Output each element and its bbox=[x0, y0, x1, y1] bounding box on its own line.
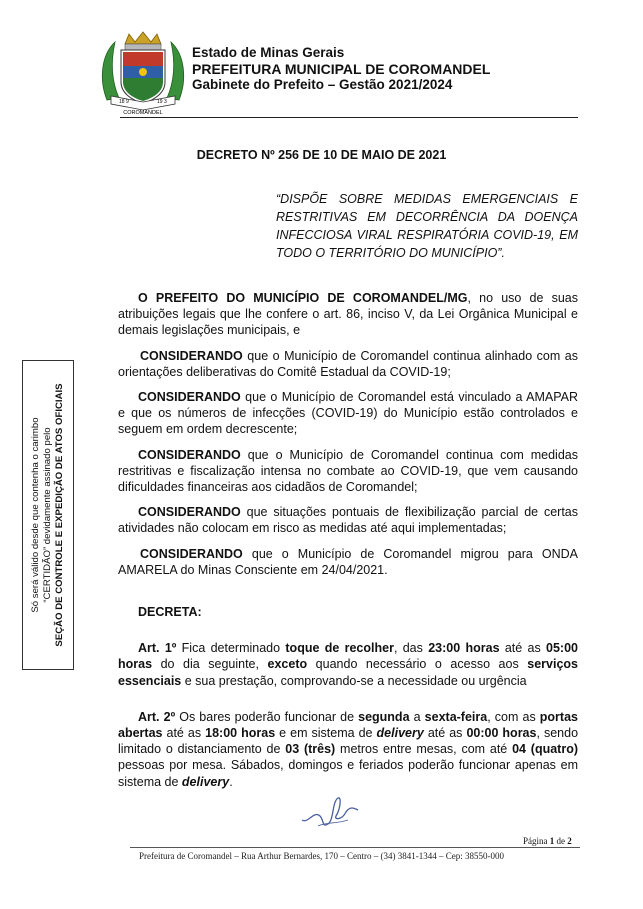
handwritten-signature bbox=[298, 790, 362, 834]
art-emphasis: 05:00 horas bbox=[118, 641, 579, 672]
validity-stamp-text bbox=[30, 365, 66, 665]
considerando-4 bbox=[118, 504, 578, 536]
art-emphasis: portas abertas bbox=[118, 709, 578, 741]
crest-year-left: 18 9 bbox=[119, 99, 129, 105]
municipal-coat-of-arms bbox=[97, 30, 189, 114]
considerando-text: que o Município de Coromandel está vinculado a AMAPAR e que os números de infecções (COVID-19) do Município estão controlados e seguem em ordem decrescente; bbox=[118, 390, 578, 437]
considerando-lead: CONSIDERANDO bbox=[138, 447, 241, 462]
considerando-2 bbox=[118, 389, 578, 438]
decree-body bbox=[118, 290, 578, 810]
decree-ementa: “DISPÕE SOBRE MEDIDAS EMERGENCIAIS E RESTRITIVAS EM DECORRÊNCIA DA DOENÇA INFECCIOSA VIRAL RESPIRATÓRIA COVID-19, EM TODO O TERRITÓRIO DO MUNICÍPIO”. bbox=[276, 192, 578, 260]
art-text: , sendo limitado o distanciamento de bbox=[118, 726, 579, 757]
article-1 bbox=[118, 640, 578, 689]
art-emphasis: 04 (quatro) bbox=[512, 742, 579, 757]
header-rule bbox=[120, 117, 578, 118]
crest-banner: COROMANDEL bbox=[123, 110, 163, 114]
art-emphasis: toque de recolher bbox=[285, 641, 394, 656]
article-2-label: Art. 2º bbox=[138, 709, 176, 724]
decree-title: DECRETO Nº 256 DE 10 DE MAIO DE 2021 bbox=[196, 148, 447, 162]
preamble-text: , no uso de suas atribuições legais que lhe confere o art. 86, inciso V, da Lei Orgânica Municipal e demais legislações municipais, e bbox=[118, 291, 579, 338]
art-text: Os bares poderão funcionar de bbox=[175, 709, 359, 724]
considerando-lead: CONSIDERANDO bbox=[140, 348, 243, 363]
page-total: 2 bbox=[567, 836, 572, 846]
considerando-lead: CONSIDERANDO bbox=[140, 546, 243, 561]
stamp-line-3: SEÇÃO DE CONTROLE E EXPEDIÇÃO DE ATOS OFICIAIS bbox=[54, 383, 65, 647]
art-emphasis: 03 (três) bbox=[285, 742, 336, 757]
art-text: e em sistema de bbox=[275, 726, 377, 741]
considerando-3 bbox=[118, 447, 578, 496]
art-emphasis: 18:00 horas bbox=[205, 726, 276, 741]
considerando-text: que o Município de Coromandel migrou para ONDA AMARELA do Minas Consciente em 24/04/2021. bbox=[118, 546, 578, 577]
art-text: até as bbox=[423, 726, 467, 741]
decreta-heading: DECRETA: bbox=[138, 605, 202, 620]
art-emphasis: 23:00 horas bbox=[428, 641, 500, 656]
footer-address: Prefeitura de Coromandel – Rua Arthur Bernardes, 170 – Centro – (34) 3841-1344 – Cep: 38550-000 bbox=[139, 851, 504, 861]
art-emphasis-italic: delivery bbox=[376, 726, 424, 741]
page-current: 1 bbox=[549, 836, 555, 846]
art-text: pessoas por mesa. Sábados, domingos e feriados poderão funcionar apenas em sistema de bbox=[118, 758, 578, 789]
art-text: . bbox=[229, 774, 233, 789]
art-text: , com as bbox=[487, 709, 540, 724]
gabinete-line: Gabinete do Prefeito – Gestão 2021/2024 bbox=[192, 77, 453, 92]
footer-rule bbox=[130, 847, 580, 848]
considerando-lead: CONSIDERANDO bbox=[138, 390, 241, 405]
article-1-label: Art. 1º bbox=[138, 641, 177, 656]
art-emphasis: segunda bbox=[358, 709, 410, 724]
art-emphasis: 00:00 horas bbox=[466, 726, 537, 741]
art-text: Fica determinado bbox=[176, 641, 286, 656]
considerando-1 bbox=[118, 348, 578, 380]
article-2 bbox=[118, 709, 578, 790]
preamble-lead: O PREFEITO DO MUNICÍPIO DE COROMANDEL/MG bbox=[138, 291, 468, 305]
considerando-text: que o Município de Coromandel continua com medidas restritivas e fiscalização intensa no combate ao COVID-19, que vem causando dificuldades financeiras aos cidadãos de Coromandel; bbox=[118, 447, 578, 495]
art-emphasis-italic: delivery bbox=[181, 774, 230, 789]
stamp-line-2: “CERTIDÃO” devidamente assinado pelo bbox=[42, 427, 53, 603]
crest-year-right: 19 3 bbox=[157, 99, 167, 105]
letterhead bbox=[192, 45, 490, 93]
preamble bbox=[118, 290, 578, 339]
validity-stamp-box bbox=[22, 360, 74, 670]
prefeitura-name: PREFEITURA MUNICIPAL DE COROMANDEL bbox=[192, 61, 491, 77]
page-number bbox=[523, 836, 572, 846]
art-text: a bbox=[409, 709, 425, 724]
art-emphasis: sexta-feira bbox=[424, 709, 488, 724]
art-text: do dia seguinte, bbox=[152, 657, 268, 672]
page-label: Página bbox=[523, 836, 550, 846]
art-text: metros entre mesas, com até bbox=[335, 742, 513, 757]
considerando-lead: CONSIDERANDO bbox=[138, 505, 241, 520]
considerando-text: que o Município de Coromandel continua alinhado com as orientações deliberativas do Comitê Estadual da COVID-19; bbox=[118, 348, 578, 379]
art-text: , das bbox=[393, 641, 429, 656]
state-name: Estado de Minas Gerais bbox=[192, 45, 345, 60]
page-sep: de bbox=[554, 836, 568, 846]
art-text: e sua prestação, comprovando-se a necessidade ou urgência bbox=[181, 673, 527, 688]
considerando-5 bbox=[118, 546, 578, 578]
art-text: até as bbox=[499, 641, 547, 656]
art-text: quando necessário o acesso aos bbox=[307, 657, 528, 672]
art-text: até as bbox=[162, 726, 206, 741]
stamp-line-1: Só será válido desde que contenha o carimbo bbox=[30, 417, 41, 613]
art-emphasis: exceto bbox=[267, 657, 308, 672]
art-emphasis: serviços essenciais bbox=[118, 657, 578, 688]
considerando-text: que situações pontuais de flexibilização parcial de certas atividades não colocam em risco as medidas até aqui implementadas; bbox=[118, 505, 578, 536]
